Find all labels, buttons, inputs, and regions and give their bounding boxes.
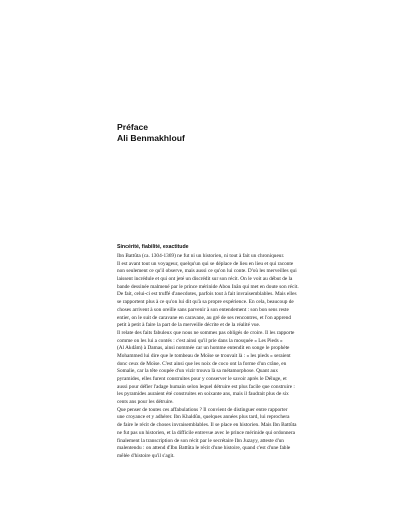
author-name: Ali Benmakhlouf	[117, 133, 185, 143]
body-line: choses arrivent à son oreille sans parvenir à son entendement : son bon sens reste	[117, 306, 289, 313]
body-line: donc ceux de Moïse. C'est ainsi que les noix de coco ont la forme d'un crâne, en	[117, 360, 287, 367]
body-line: comme on les lui a contés : c'est ainsi qu'il prie dans la mosquée « Les Pieds »	[117, 337, 283, 344]
body-line: les pyramides auraient été construites en soixante ans, mais il faudrait plus de six	[117, 391, 289, 398]
body-line: malentendu : on attend d'Ibn Battûta le récit d'une histoire, quand c'est d'une fable	[117, 445, 291, 452]
body-line: Mohammed lui dire que le tombeau de Moïse se trouvait là : « les pieds » seraient	[117, 352, 291, 359]
body-line: finalement la transcription de son récit par le secrétaire Ibn Juzayy, atteste d'un	[117, 437, 284, 444]
body-line: Il est avant tout un voyageur, quelqu'un qui se déplace de lieu en lieu et qui raconte	[117, 260, 294, 267]
preface-title: Préface	[117, 122, 149, 132]
body-line: bande dessinée malmené par le prince mérinide Abou Inân qui met en doute son récit.	[117, 283, 299, 290]
body-line: une croyance et y adhérer. Ibn Khaldûn, quelques années plus tard, lui reprochera	[117, 414, 290, 421]
preface-header	[117, 122, 185, 144]
body-line: cents ans pour les détruire.	[117, 399, 174, 406]
body-line: Il relate des faits fabuleux que nous ne sommes pas obligés de croire. Il les rapporte	[117, 329, 295, 336]
body-line: (Al Akdâm) à Damas, ainsi nommée car un homme entendit en songe le prophète	[117, 345, 290, 352]
body-text	[117, 253, 342, 461]
body-line: laissent incrédule et qui ont jeté un discrédit sur son récit. On le voit au début de la	[117, 276, 293, 283]
body-line: se rapportent plus à ce qu'on lui dit qu'à sa propre expérience. En cela, beaucoup de	[117, 299, 294, 306]
body-line: entier, on le suit de caravane en caravane, au gré de ses rencontres, et l'on apprend	[117, 314, 291, 321]
body-line: Ibn Battûta (ca. 1304-1369) ne fut ni un historien, ni tout à fait un chroniqueur.	[117, 253, 285, 259]
body-line: mêlée d'histoire qu'il s'agit.	[117, 452, 175, 459]
body-line: de faire le récit de choses invraisemblables. Il se place en historien. Mais Ibn Battûta	[117, 422, 297, 429]
body-line: De fait, celui-ci est truffé d'anecdotes, parfois tout à fait invraisemblables. Mais elles	[117, 291, 297, 298]
body-line: non seulement ce qu'il observe, mais aussi ce qu'on lui conte. D'où les merveilles qui	[117, 268, 297, 275]
body-line: aussi pour défier l'adage humain selon lequel détruire est plus facile que construire :	[117, 383, 295, 390]
body-line: Que penser de toutes ces affabulations ? Il convient de distinguer entre rapporter	[117, 406, 288, 413]
body-line: petit à petit à faire la part de la merveille décrite et de la réalité vue.	[117, 322, 261, 329]
body-line: ne fut pas un historien, et la difficile entrevue avec le prince mérinide qui ordonnera	[117, 429, 296, 436]
body-line: pyramides, elles furent construites pour y conserver le savoir après le Déluge, et	[117, 376, 287, 382]
body-line: Somalie, car la tête coupée d'un vizir trouva là sa métamorphose. Quant aux	[117, 368, 278, 375]
section-heading: Sincérité, fiabilité, exactitude	[117, 244, 189, 250]
